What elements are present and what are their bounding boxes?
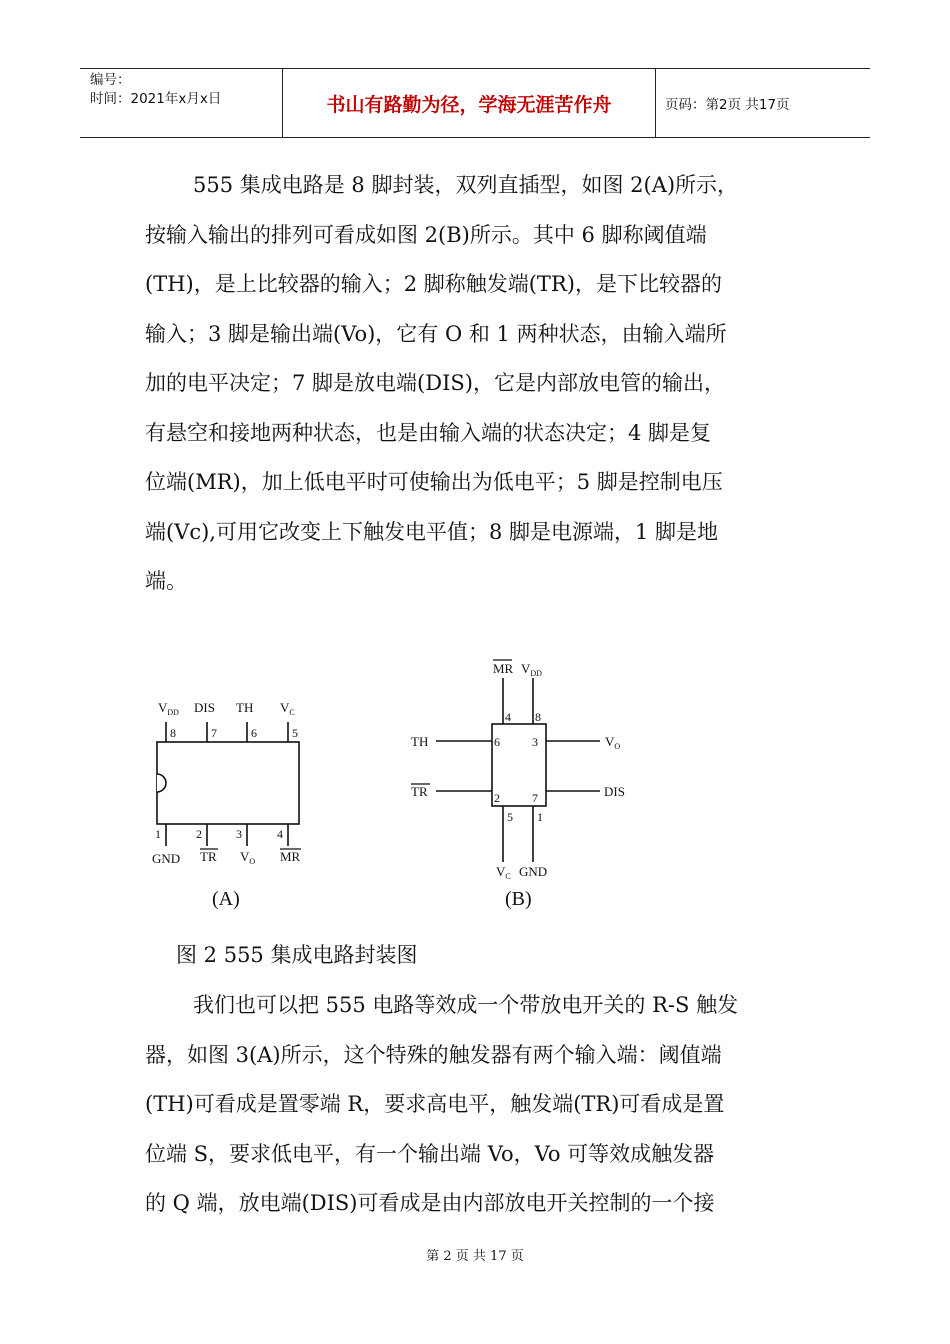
paragraph-line: 加的电平决定；7 脚是放电端(DIS)，它是内部放电管的输出， bbox=[145, 371, 725, 395]
header-meta bbox=[80, 69, 283, 137]
paragraph-line: 按输入输出的排列可看成如图 2(B)所示。其中 6 脚称阈值端 bbox=[145, 222, 707, 247]
label-th: TH bbox=[411, 734, 429, 749]
label-dis: DIS bbox=[194, 700, 215, 715]
pin-number: 4 bbox=[505, 710, 511, 724]
label-dis: DIS bbox=[604, 784, 625, 799]
paragraph-line: (TH)，是上比较器的输入；2 脚称触发端(TR)，是下比较器的 bbox=[145, 272, 722, 296]
pin-number: 2 bbox=[196, 827, 202, 841]
pin-number: 8 bbox=[170, 726, 176, 740]
paragraph-line: 555 集成电路是 8 脚封装，双列直插型，如图 2(A)所示， bbox=[193, 173, 739, 197]
paragraph-line: 我们也可以把 555 电路等效成一个带放电开关的 R-S 触发 bbox=[193, 993, 739, 1017]
label-mr: MR bbox=[493, 661, 514, 676]
pin-number: 7 bbox=[532, 791, 538, 805]
time-label: 时间：2021年x月x日 bbox=[90, 91, 222, 107]
paragraph-line: 位端 S，要求低电平，有一个输出端 Vo，Vo 可等效成触发器 bbox=[145, 1141, 715, 1166]
number-label: 编号： bbox=[90, 72, 131, 88]
pin-number: 8 bbox=[535, 710, 541, 724]
header-page-code: 页码：第2页 共17页 bbox=[665, 97, 790, 113]
pin-number: 7 bbox=[211, 726, 217, 740]
label-vc: $V_C$ bbox=[496, 864, 511, 881]
caption-a: (A) bbox=[212, 888, 240, 910]
label-th: TH bbox=[236, 700, 254, 715]
chip-notch bbox=[157, 774, 166, 792]
label-mr: MR bbox=[280, 849, 301, 864]
paragraph-line: 端(Vc),可用它改变上下触发电平值；8 脚是电源端，1 脚是地 bbox=[145, 519, 719, 544]
paragraph-line: 位端(MR)，加上低电平时可使输出为低电平；5 脚是控制电压 bbox=[145, 470, 723, 494]
pin-number: 3 bbox=[532, 735, 538, 749]
caption-b: (B) bbox=[505, 888, 532, 910]
label-gnd: GND bbox=[152, 851, 181, 866]
paragraph-line: 的 Q 端，放电端(DIS)可看成是由内部放电开关控制的一个接 bbox=[145, 1191, 715, 1215]
header-motto: 书山有路勤为径，学海无涯苦作舟 bbox=[283, 69, 656, 137]
paragraph-line: 端。 bbox=[145, 569, 187, 593]
label-tr: TR bbox=[200, 849, 217, 864]
pin-number: 2 bbox=[494, 791, 500, 805]
label-vdd: $V_{DD}$ bbox=[158, 700, 179, 717]
paragraph-line: (TH)可看成是置零端 R，要求高电平，触发端(TR)可看成是置 bbox=[145, 1092, 725, 1116]
label-tr: TR bbox=[411, 784, 428, 799]
paragraph-1 bbox=[145, 161, 810, 607]
paragraph-line: 输入；3 脚是输出端(Vo)，它有 O 和 1 两种状态，由输入端所 bbox=[145, 321, 727, 346]
pin-number: 1 bbox=[537, 810, 543, 824]
page-header bbox=[80, 68, 870, 138]
paragraph-line: 有悬空和接地两种状态，也是由输入端的状态决定；4 脚是复 bbox=[145, 420, 712, 445]
figure-555-package bbox=[0, 640, 950, 930]
label-vdd: $V_{DD}$ bbox=[521, 661, 542, 678]
label-vc: $V_C$ bbox=[280, 700, 295, 717]
pin-number: 5 bbox=[292, 726, 298, 740]
page-footer: 第 2 页 共 17 页 bbox=[426, 1249, 524, 1264]
pin-number: 5 bbox=[507, 810, 513, 824]
label-vo: $V_O$ bbox=[240, 849, 256, 866]
label-gnd: GND bbox=[519, 864, 548, 879]
figure-caption: 图 2 555 集成电路封装图 bbox=[176, 943, 418, 967]
pin-number: 6 bbox=[251, 726, 257, 740]
pin-number: 1 bbox=[155, 827, 161, 841]
pin-number: 6 bbox=[494, 735, 500, 749]
pin-number: 3 bbox=[236, 827, 242, 841]
chip-body-a bbox=[157, 742, 299, 824]
label-vo: $V_O$ bbox=[605, 734, 621, 751]
paragraph-2 bbox=[145, 981, 810, 1229]
pin-number: 4 bbox=[277, 827, 283, 841]
paragraph-line: 器，如图 3(A)所示，这个特殊的触发器有两个输入端：阈值端 bbox=[145, 1042, 722, 1067]
